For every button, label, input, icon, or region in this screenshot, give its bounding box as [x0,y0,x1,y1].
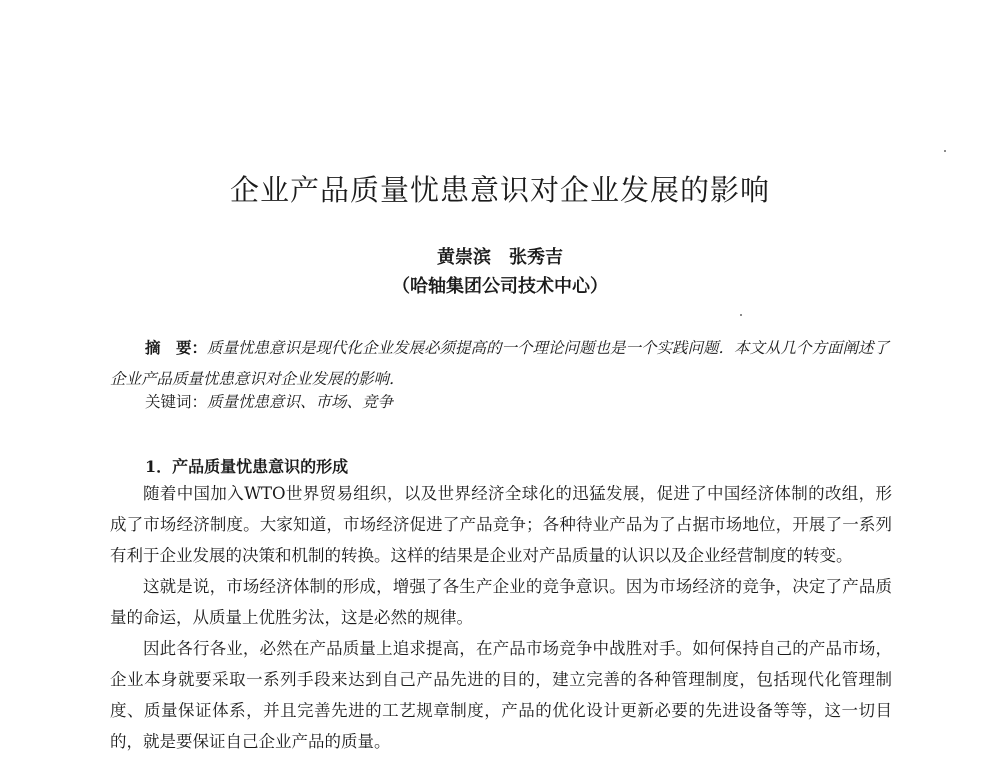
section-body [110,478,892,757]
keywords [145,390,393,412]
abstract-text: 质量忧患意识是现代化企业发展必须提高的一个理论问题也是一个实践问题．本文从几个方面阐述了企业产品质量忧患意识对企业发展的影响． [110,339,890,388]
affiliation: （哈轴集团公司技术中心） [392,276,608,297]
abstract [110,332,890,395]
paper-title: 企业产品质量忧患意识对企业发展的影响 [229,173,770,207]
scan-speck [944,150,946,152]
scan-speck [740,314,742,316]
body-paragraph: 随着中国加入WTO世界贸易组织，以及世界经济全球化的迅猛发展，促进了中国经济体制的改组，形成了市场经济制度。大家知道，市场经济促进了产品竞争；各种待业产品为了占据市场地位，开展了一系列有利于企业发展的决策和机制的转换。这样的结果是企业对产品质量的认识以及企业经营制度的转变。 [110,484,892,565]
body-paragraph: 因此各行各业，必然在产品质量上追求提高，在产品市场竞争中战胜对手。如何保持自己的产品市场，企业本身就要采取一系列手段来达到自己产品先进的目的，建立完善的各种管理制度，包括现代化管理制度、质量保证体系，并且完善先进的工艺规章制度，产品的优化设计更新必要的先进设备等等，这一切目的，就是要保证自己企业产品的质量。 [110,639,892,751]
body-paragraph: 这就是说，市场经济体制的形成，增强了各生产企业的竞争意识。因为市场经济的竞争，决定了产品质量的命运，从质量上优胜劣汰，这是必然的规律。 [110,577,892,627]
keywords-text: 质量忧患意识、市场、竞争 [207,393,394,411]
section-heading: 1．产品质量忧患意识的形成 [145,457,349,476]
keywords-label: 关键词： [145,393,208,411]
authors: 黄崇滨 张秀吉 [437,247,563,268]
abstract-label: 摘 要： [145,338,208,357]
